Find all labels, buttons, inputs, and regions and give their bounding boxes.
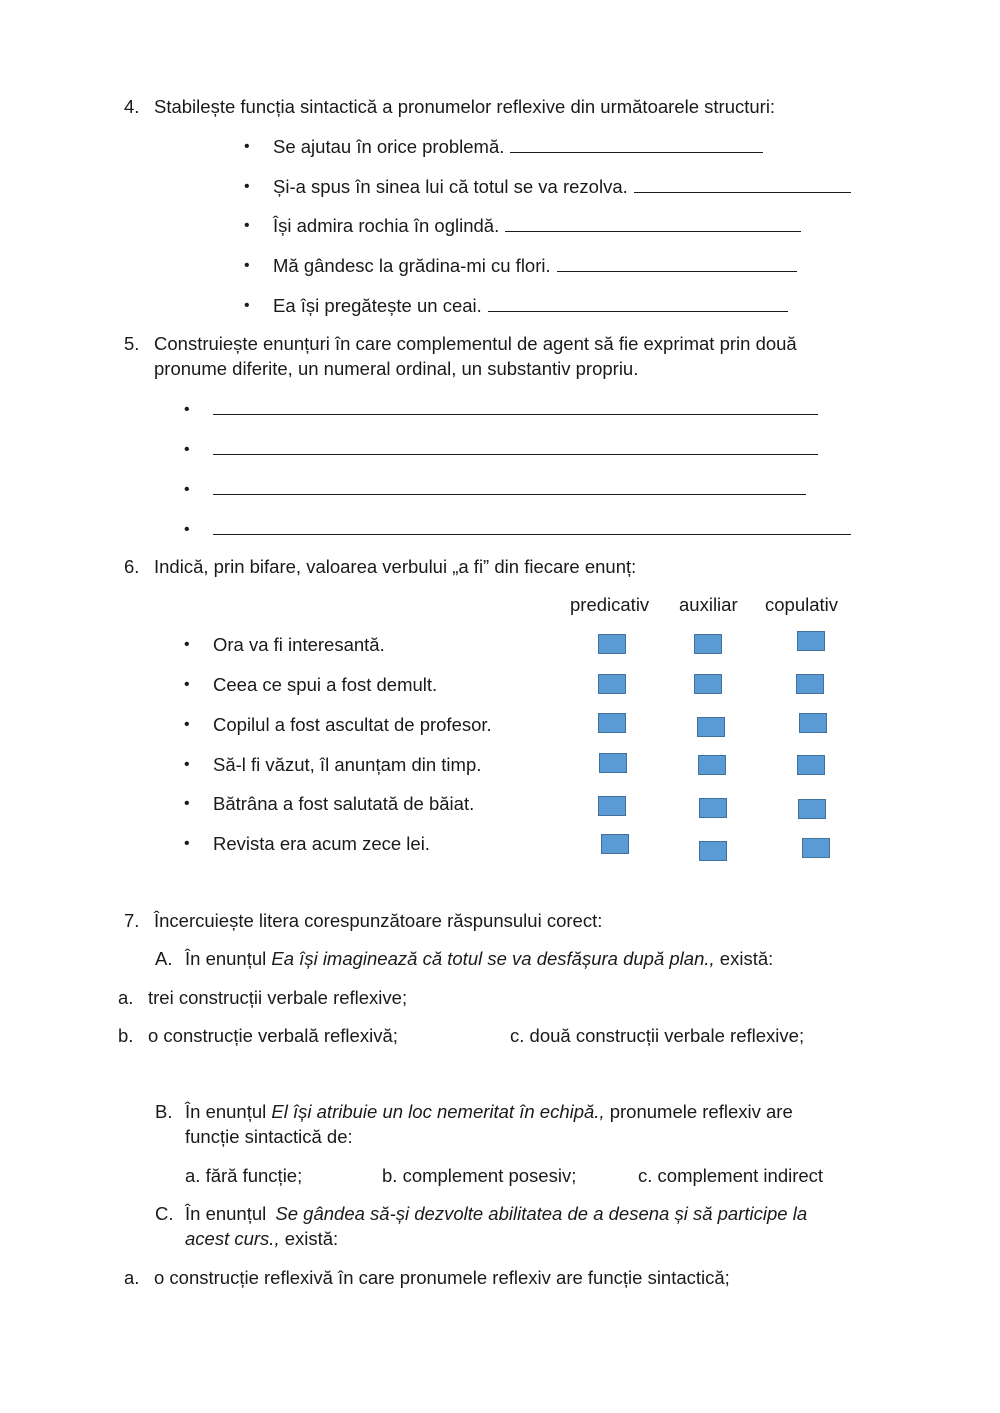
q7-b-prompt: În enunțul El își atribuie un loc nemeritat în echipă., pronumele reflexiv are	[185, 1101, 793, 1122]
q7-a-letter: A.	[155, 948, 173, 969]
checkbox-row2-auxiliar[interactable]	[694, 674, 722, 694]
q4-item-1: Se ajutau în orice problemă.	[273, 135, 763, 159]
bullet: •	[184, 441, 190, 458]
bullet: •	[244, 217, 250, 234]
q6-item-2: Ceea ce spui a fost demult.	[213, 674, 438, 695]
q7-a-prompt: În enunțul Ea își imaginează că totul se va desfășura după plan., există:	[185, 948, 774, 969]
bullet: •	[244, 257, 250, 274]
q4-item-2: Și-a spus în sinea lui că totul se va rezolva.	[273, 175, 851, 199]
q5-prompt-line2: pronume diferite, un numeral ordinal, un substantiv propriu.	[154, 358, 639, 379]
bullet: •	[184, 795, 190, 812]
q7-c-prompt-line2: acest curs., există:	[185, 1228, 339, 1249]
bullet: •	[184, 835, 190, 852]
checkbox-row5-predicativ[interactable]	[598, 796, 626, 816]
answer-blank[interactable]	[488, 295, 788, 312]
checkbox-row1-predicativ[interactable]	[598, 634, 626, 654]
checkbox-row3-predicativ[interactable]	[598, 713, 626, 733]
answer-line[interactable]	[213, 494, 806, 495]
checkbox-row6-auxiliar[interactable]	[699, 841, 727, 861]
q5-prompt-line1: Construiește enunțuri în care complementul de agent să fie exprimat prin două	[154, 333, 797, 354]
q4-item-4: Mă gândesc la grădina-mi cu flori.	[273, 254, 797, 278]
answer-blank[interactable]	[505, 215, 801, 232]
answer-blank[interactable]	[634, 176, 851, 193]
q5-number: 5.	[124, 333, 140, 354]
bullet: •	[244, 138, 250, 155]
checkbox-row4-copulativ[interactable]	[797, 755, 825, 775]
checkbox-row1-copulativ[interactable]	[797, 631, 825, 651]
checkbox-row6-copulativ[interactable]	[802, 838, 830, 858]
checkbox-row3-copulativ[interactable]	[799, 713, 827, 733]
answer-blank[interactable]	[557, 255, 797, 272]
checkbox-row5-auxiliar[interactable]	[699, 798, 727, 818]
checkbox-row4-auxiliar[interactable]	[698, 755, 726, 775]
column-header-copulativ: copulativ	[765, 594, 839, 615]
q7-number: 7.	[124, 910, 140, 931]
answer-line[interactable]	[213, 454, 818, 455]
checkbox-row6-predicativ[interactable]	[601, 834, 629, 854]
q7-a-opt-a[interactable]: trei construcții verbale reflexive;	[148, 987, 408, 1008]
q7-b-prompt-line2: funcție sintactică de:	[185, 1126, 353, 1147]
answer-line[interactable]	[213, 534, 851, 535]
q6-prompt: Indică, prin bifare, valoarea verbului „a fi” din fiecare enunț:	[154, 556, 637, 577]
q7-c-letter: C.	[155, 1203, 174, 1224]
q7-prompt: Încercuiește litera corespunzătoare răspunsului corect:	[154, 910, 603, 931]
checkbox-row1-auxiliar[interactable]	[694, 634, 722, 654]
q7-c-opt-a-letter[interactable]: a.	[124, 1267, 140, 1288]
bullet: •	[184, 636, 190, 653]
q6-item-6: Revista era acum zece lei.	[213, 833, 430, 854]
q7-b-letter: B.	[155, 1101, 173, 1122]
q7-b-opt-b[interactable]: b. complement posesiv;	[382, 1165, 577, 1186]
bullet: •	[184, 716, 190, 733]
bullet: •	[184, 756, 190, 773]
q7-a-opt-c[interactable]: c. două construcții verbale reflexive;	[510, 1025, 805, 1046]
q4-item-3: Își admira rochia în oglindă.	[273, 214, 801, 238]
q7-c-prompt: În enunțul Se gândea să-și dezvolte abilitatea de a desena și să participe la	[185, 1203, 808, 1224]
q6-item-1: Ora va fi interesantă.	[213, 634, 385, 655]
q4-prompt: Stabilește funcția sintactică a pronumelor reflexive din următoarele structuri:	[154, 96, 776, 117]
q7-b-opt-a[interactable]: a. fără funcție;	[185, 1165, 303, 1186]
checkbox-row2-copulativ[interactable]	[796, 674, 824, 694]
q7-a-opt-b-letter[interactable]: b.	[118, 1025, 134, 1046]
q7-a-opt-b[interactable]: o construcție verbală reflexivă;	[148, 1025, 398, 1046]
q6-item-4: Să-l fi văzut, îl anunțam din timp.	[213, 754, 482, 775]
q7-b-opt-c[interactable]: c. complement indirect	[638, 1165, 824, 1186]
q6-number: 6.	[124, 556, 140, 577]
q7-a-opt-a-letter[interactable]: a.	[118, 987, 134, 1008]
bullet: •	[244, 178, 250, 195]
q6-item-3: Copilul a fost ascultat de profesor.	[213, 714, 492, 735]
q4-item-5: Ea își pregătește un ceai.	[273, 294, 788, 318]
bullet: •	[244, 297, 250, 314]
bullet: •	[184, 676, 190, 693]
checkbox-row3-auxiliar[interactable]	[697, 717, 725, 737]
bullet: •	[184, 481, 190, 498]
column-header-auxiliar: auxiliar	[679, 594, 738, 615]
bullet: •	[184, 401, 190, 418]
checkbox-row2-predicativ[interactable]	[598, 674, 626, 694]
bullet: •	[184, 521, 190, 538]
q4-number: 4.	[124, 96, 140, 117]
answer-line[interactable]	[213, 414, 818, 415]
q6-item-5: Bătrâna a fost salutată de băiat.	[213, 793, 475, 814]
column-header-predicativ: predicativ	[570, 594, 650, 615]
checkbox-row4-predicativ[interactable]	[599, 753, 627, 773]
q7-c-opt-a[interactable]: o construcție reflexivă în care pronumele reflexiv are funcție sintactică;	[154, 1267, 730, 1288]
answer-blank[interactable]	[510, 136, 763, 153]
checkbox-row5-copulativ[interactable]	[798, 799, 826, 819]
